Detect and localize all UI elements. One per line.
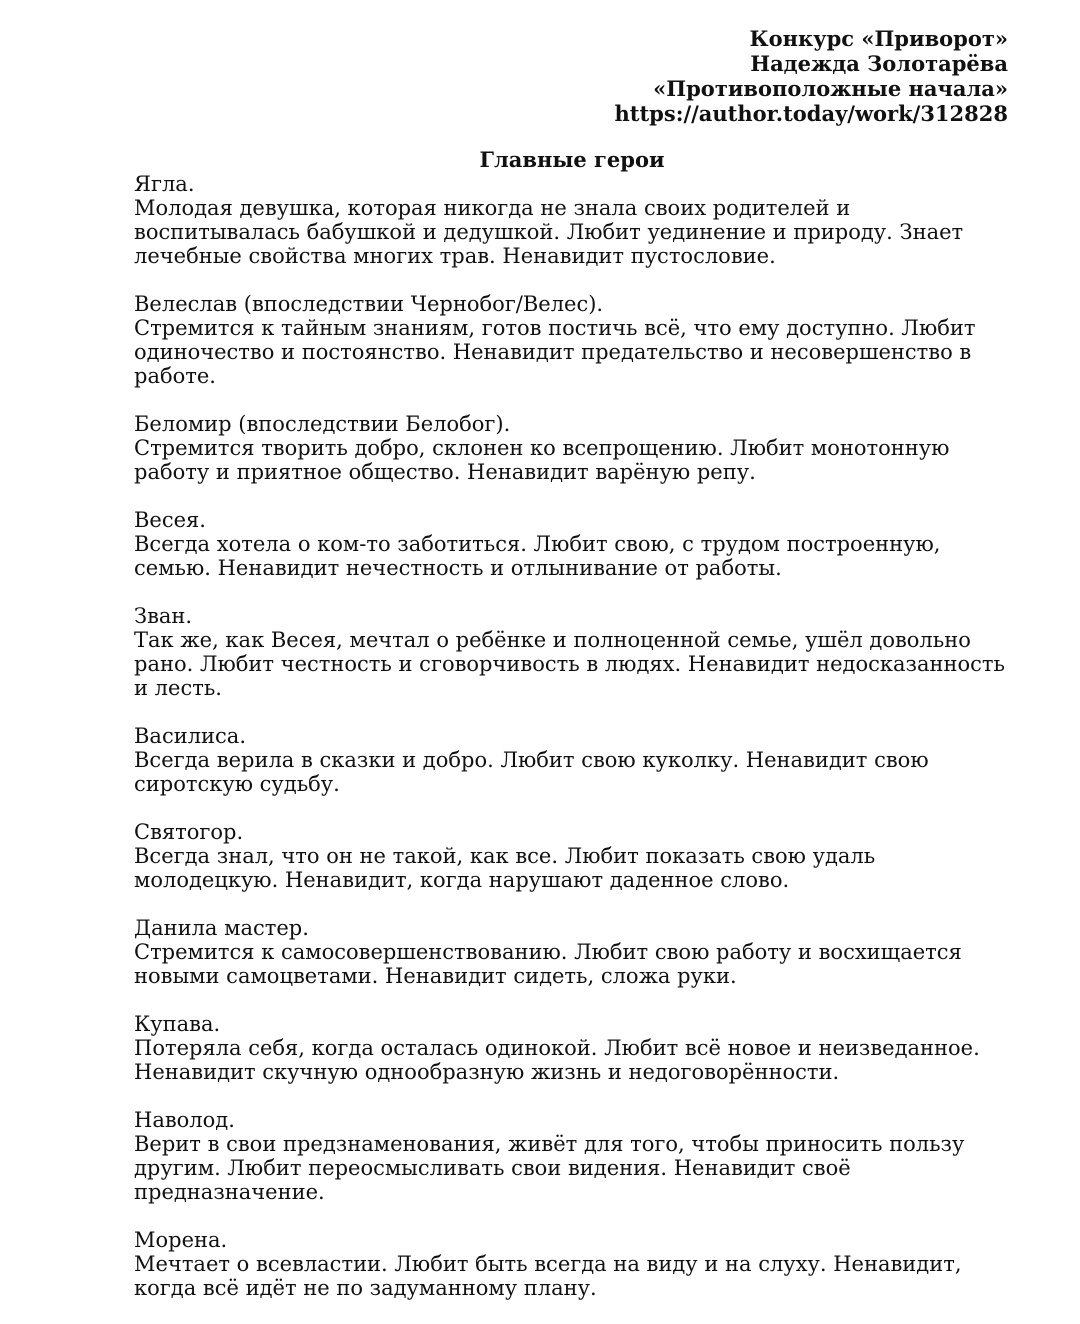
contest-name: Конкурс «Приворот» xyxy=(749,26,1008,51)
character-description: Молодая девушка, которая никогда не знала своих родителей и воспитывалась бабушкой и дедушкой. Любит уединение и природу. Знает лечебные свойства многих трав. Ненавидит пустословие. xyxy=(134,196,964,268)
character-entry xyxy=(134,172,1014,268)
character-name: Святогор. xyxy=(134,820,244,844)
character-entry xyxy=(134,292,1014,388)
character-entry xyxy=(134,604,1014,700)
character-description: Так же, как Весея, мечтал о ребёнке и полноценной семье, ушёл довольно рано. Любит честность и сговорчивость в людях. Ненавидит недосказанность и лесть. xyxy=(134,628,1005,700)
character-description: Потеряла себя, когда осталась одинокой. Любит всё новое и неизведанное. Ненавидит скучную однообразную жизнь и недоговорённости. xyxy=(134,1036,980,1084)
character-description: Стремится к самосовершенствованию. Любит свою работу и восхищается новыми самоцветами. Ненавидит сидеть, сложа руки. xyxy=(134,940,962,988)
character-name: Морена. xyxy=(134,1228,228,1252)
character-entry xyxy=(134,1108,1014,1204)
character-entry xyxy=(134,820,1014,892)
character-description: Всегда верила в сказки и добро. Любит свою куколку. Ненавидит свою сиротскую судьбу. xyxy=(134,748,929,796)
character-entry xyxy=(134,412,1014,484)
character-description: Мечтает о всевластии. Любит быть всегда на виду и на слуху. Ненавидит, когда всё идёт не по задуманному плану. xyxy=(134,1252,962,1300)
character-description: Верит в свои предзнаменования, живёт для того, чтобы приносить пользу другим. Любит переосмысливать свои видения. Ненавидит своё предназначение. xyxy=(134,1132,965,1204)
character-name: Купава. xyxy=(134,1012,221,1036)
character-entry xyxy=(134,1012,1014,1084)
character-entry xyxy=(134,1228,1014,1300)
character-name: Беломир (впоследствии Белобог). xyxy=(134,412,511,436)
character-list xyxy=(134,172,1014,1324)
section-title: Главные герои xyxy=(479,147,665,172)
character-entry xyxy=(134,724,1014,796)
character-name: Данила мастер. xyxy=(134,916,309,940)
character-name: Василиса. xyxy=(134,724,247,748)
work-url: https://author.today/work/312828 xyxy=(614,101,1008,126)
author-name: Надежда Золотарёва xyxy=(750,51,1008,76)
character-name: Наволод. xyxy=(134,1108,235,1132)
character-description: Всегда знал, что он не такой, как все. Любит показать свою удаль молодецкую. Ненавидит, когда нарушают даденное слово. xyxy=(134,844,876,892)
character-name: Весея. xyxy=(134,508,206,532)
character-name: Велеслав (впоследствии Чернобог/Велес). xyxy=(134,292,604,316)
character-description: Всегда хотела о ком-то заботиться. Любит свою, с трудом построенную, семью. Ненавидит нечестность и отлынивание от работы. xyxy=(134,532,941,580)
character-description: Стремится к тайным знаниям, готов постичь всё, что ему доступно. Любит одиночество и постоянство. Ненавидит предательство и несовершенство в работе. xyxy=(134,316,976,388)
character-entry xyxy=(134,916,1014,988)
document-header xyxy=(615,26,1008,126)
character-name: Зван. xyxy=(134,604,193,628)
character-entry xyxy=(134,508,1014,580)
character-name: Ягла. xyxy=(134,172,195,196)
work-title: «Противоположные начала» xyxy=(653,76,1008,101)
character-description: Стремится творить добро, склонен ко всепрощению. Любит монотонную работу и приятное общество. Ненавидит варёную репу. xyxy=(134,436,950,484)
